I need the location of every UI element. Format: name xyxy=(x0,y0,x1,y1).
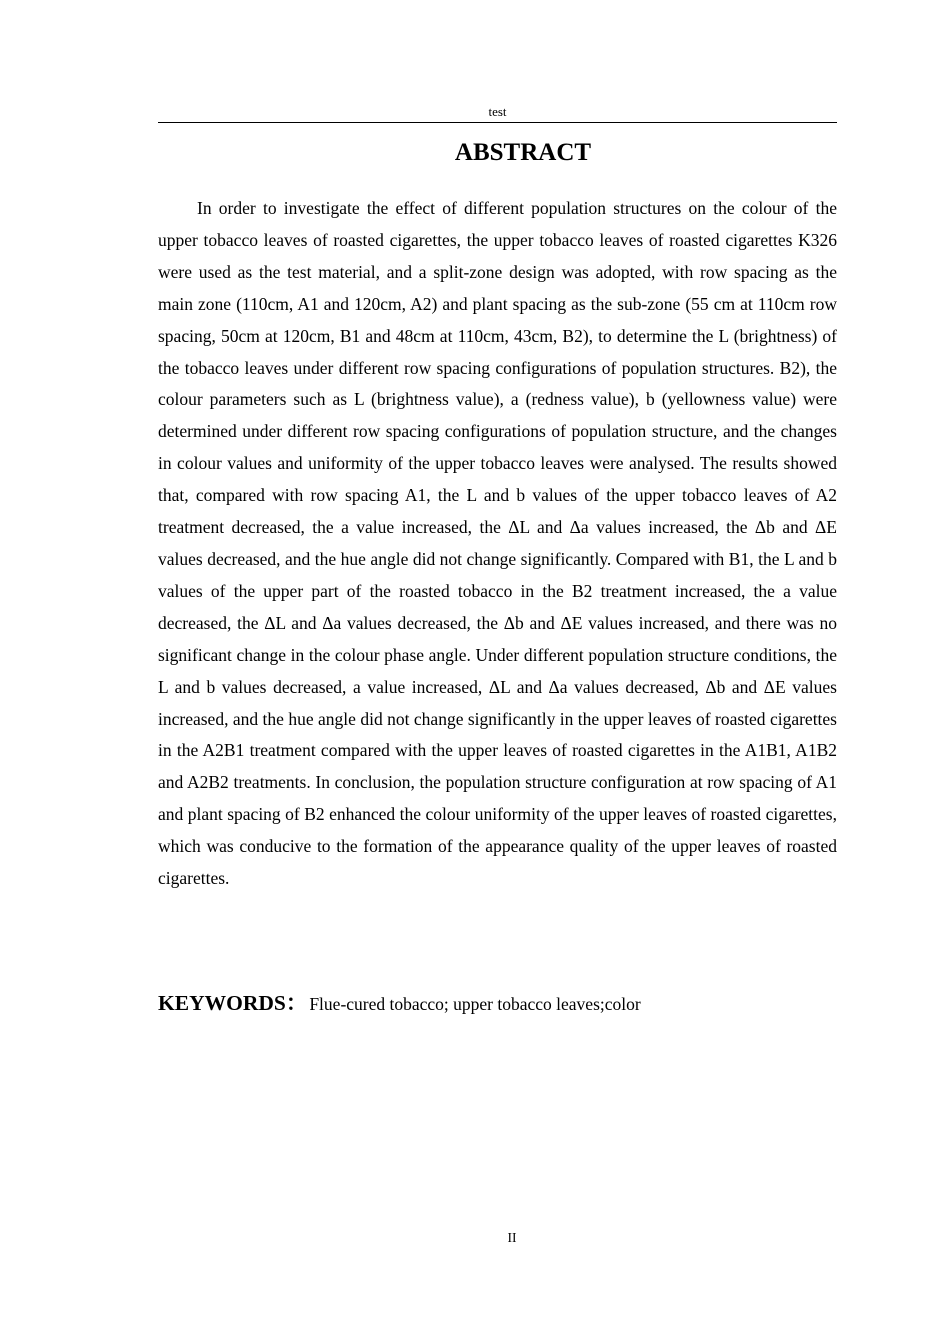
header-divider xyxy=(158,122,837,123)
keywords-line xyxy=(158,986,837,1023)
page-number: II xyxy=(507,1230,517,1245)
abstract-body: In order to investigate the effect of different population structures on the colour of the upper tobacco leaves of roasted cigarettes, the upper tobacco leaves of roasted cigarettes K326 were used as the test material, and a split-zone design was adopted, with row spacing as the main zone (110cm, A1 and 120cm, A2) and plant spacing as the sub-zone (55 cm at 110cm row spacing, 50cm at 120cm, B1 and 48cm at 110cm, 43cm, B2), to determine the L (brightness) of the tobacco leaves under different row spacing configurations of population structures. B2), the colour parameters such as L (brightness value), a (redness value), b (yellowness value) were determined under different row spacing configurations of population structure, and the changes in colour values and uniformity of the upper tobacco leaves were analysed. The results showed that, compared with row spacing A1, the L and b values of the upper tobacco leaves of A2 treatment decreased, the a value increased, the ΔL and Δa values increased, the Δb and ΔE values decreased, and the hue angle did not change significantly. Compared with B1, the L and b values of the upper part of the roasted tobacco in the B2 treatment increased, the a value decreased, the ΔL and Δa values decreased, the Δb and ΔE values increased, and there was no significant change in the colour phase angle. Under different population structure conditions, the L and b values decreased, a value increased, ΔL and Δa values decreased, Δb and ΔE values increased, and the hue angle did not change significantly in the upper leaves of roasted cigarettes in the A2B1 treatment compared with the upper leaves of roasted cigarettes in the A1B1, A1B2 and A2B2 treatments. In conclusion, the population structure configuration at row spacing of A1 and plant spacing of B2 enhanced the colour uniformity of the upper leaves of roasted cigarettes, which was conducive to the formation of the appearance quality of the upper leaves of roasted cigarettes. xyxy=(158,198,837,889)
keywords-label: KEYWORDS： xyxy=(158,991,308,1015)
keywords-text: Flue-cured tobacco; upper tobacco leaves;color xyxy=(309,994,641,1014)
abstract-heading: ABSTRACT xyxy=(454,139,592,166)
running-header: test xyxy=(488,104,507,119)
